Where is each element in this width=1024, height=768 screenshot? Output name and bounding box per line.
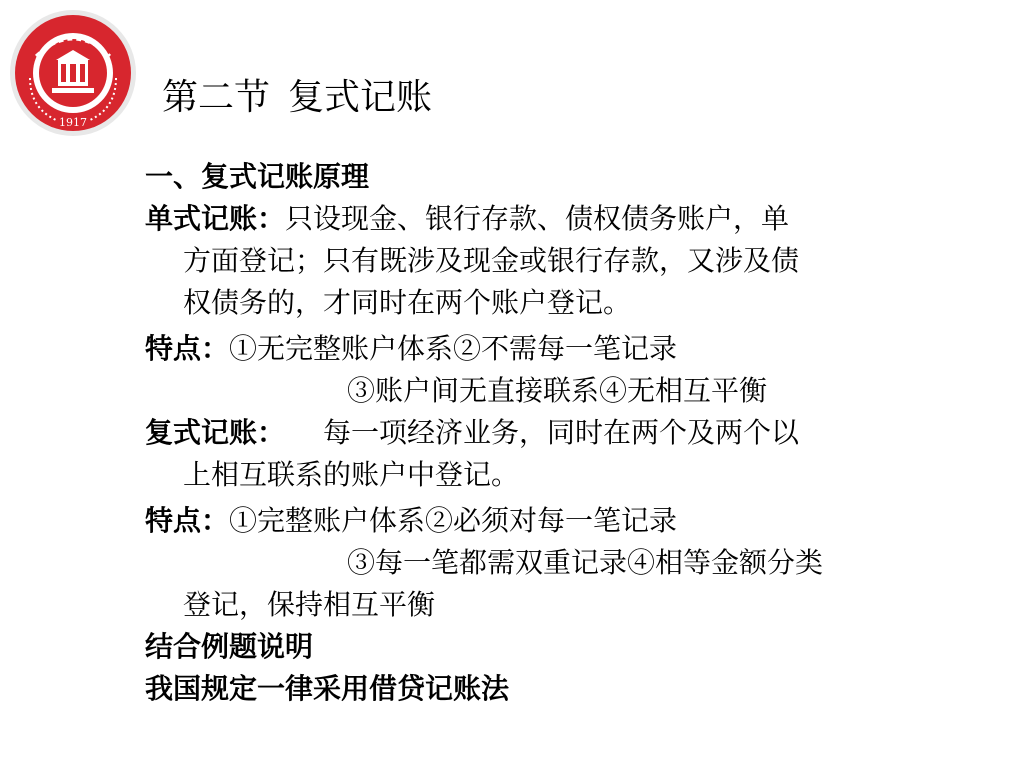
double-features-label: 特点： [145, 504, 230, 537]
single-features-label: 特点： [145, 332, 230, 365]
section-heading: 一、复式记账原理 [145, 160, 370, 193]
single-features-line-1 [145, 328, 945, 370]
single-entry-text-1: 只设现金、银行存款、债权债务账户，单 [285, 202, 790, 235]
single-entry-line-2: 方面登记；只有既涉及现金或银行存款，又涉及债 [183, 244, 800, 277]
double-features-line-2: ③每一笔都需双重记录④相等金额分类 [347, 546, 824, 579]
slide-title [162, 74, 432, 122]
double-entry-line-2: 上相互联系的账户中登记。 [183, 458, 520, 491]
single-entry-line-3: 权债务的，才同时在两个账户登记。 [183, 286, 632, 319]
double-entry-text-1: 每一项经济业务，同时在两个及两个以 [323, 416, 800, 449]
seal-year: 1917 [59, 116, 87, 129]
single-features-line-2: ③账户间无直接联系④无相互平衡 [347, 374, 768, 407]
slide-body [145, 156, 945, 710]
example-note: 结合例题说明 [145, 630, 314, 663]
double-entry-label: 复式记账： [145, 416, 286, 449]
university-seal-logo [8, 8, 138, 138]
title-topic: 复式记账 [288, 77, 433, 118]
double-features-line-1 [145, 500, 945, 542]
single-entry-label: 单式记账： [145, 202, 286, 235]
double-features-text-1: ①完整账户体系②必须对每一笔记录 [229, 504, 678, 537]
title-section-number: 第二节 [162, 77, 271, 118]
single-features-text-1: ①无完整账户体系②不需每一笔记录 [229, 332, 678, 365]
double-entry-line-1 [145, 412, 945, 454]
single-entry-line-1 [145, 198, 945, 240]
national-rule-note: 我国规定一律采用借贷记账法 [145, 672, 510, 705]
double-features-line-3: 登记，保持相互平衡 [183, 588, 436, 621]
